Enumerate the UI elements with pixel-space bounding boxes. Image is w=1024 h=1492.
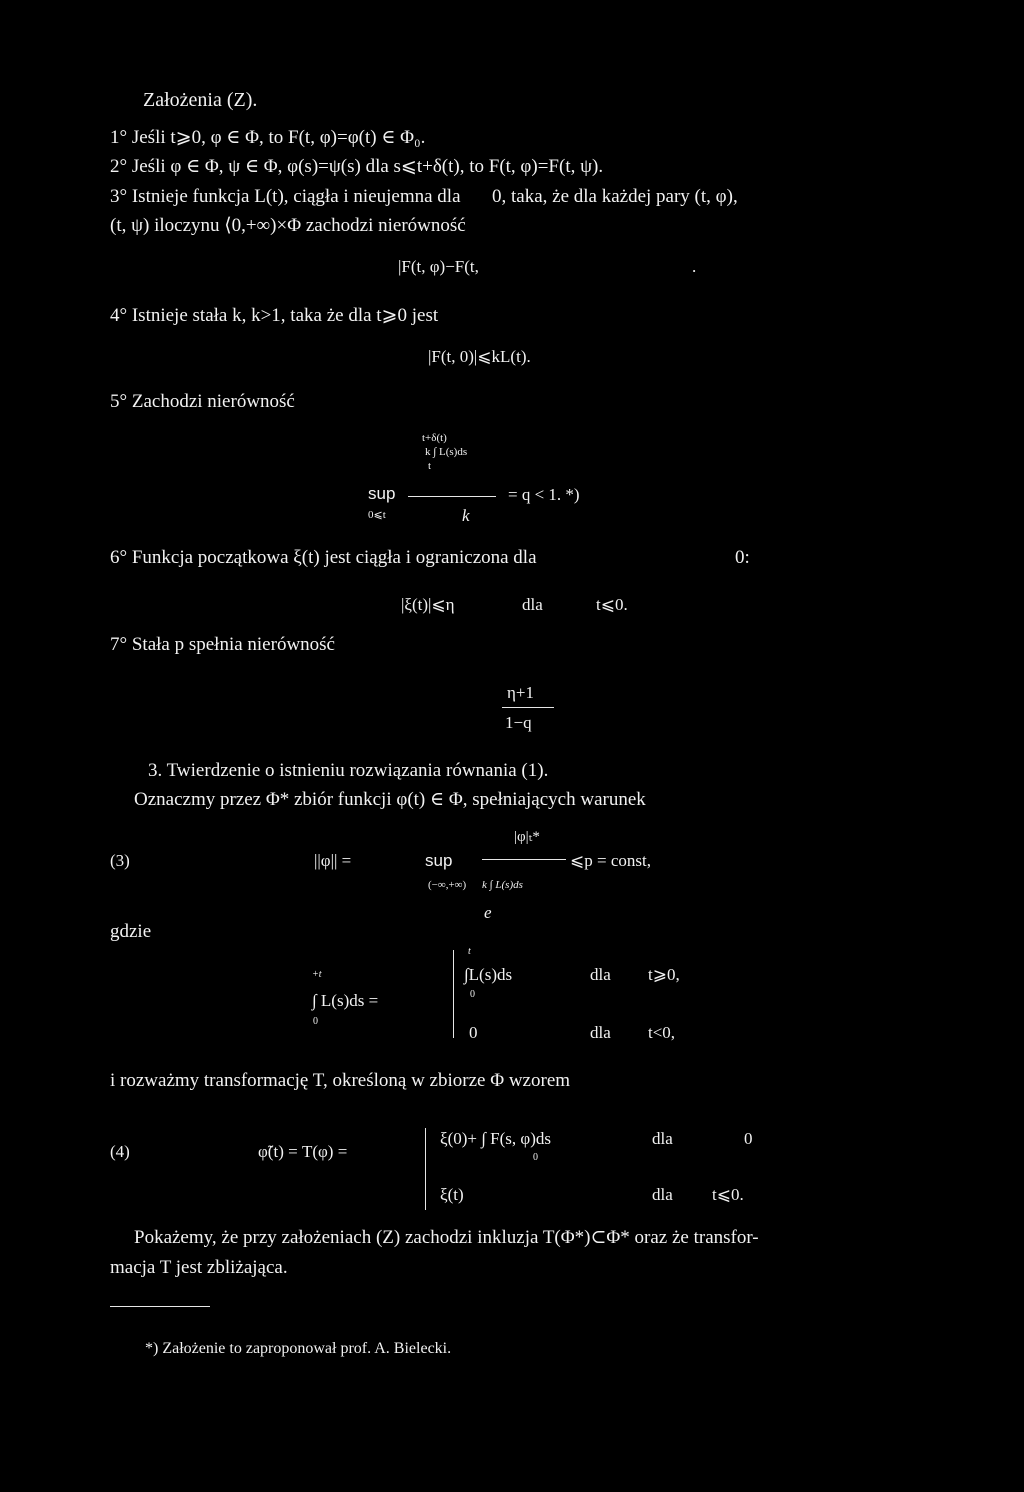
assumption-3-formula: |F(t, φ)−F(t, bbox=[398, 257, 479, 276]
assumption-5-sup: sup bbox=[368, 484, 396, 503]
assumption-6-condition: t⩽0. bbox=[596, 595, 628, 614]
assumption-7: 7° Stała p spełnia nierówność bbox=[110, 634, 335, 655]
assumption-6-left: 6° Funkcja początkowa ξ(t) jest ciągła i ograniczona dla bbox=[110, 547, 537, 568]
assumption-1: 1° Jeśli t⩾0, φ ∈ Φ, to F(t, φ)=φ(t) ∈ Φ₀. bbox=[110, 127, 426, 148]
equation-4-label: (4) bbox=[110, 1142, 130, 1161]
assumption-3-dot: . bbox=[692, 257, 697, 276]
integral-def-brace bbox=[453, 950, 461, 1038]
integral-def-case1-dla: dla bbox=[590, 965, 611, 984]
assumption-5-lower-limit: t bbox=[428, 460, 432, 472]
equation-3-sup: sup bbox=[425, 851, 453, 870]
transformation-intro: i rozważmy transformację T, określoną w zbiorze Φ wzorem bbox=[110, 1070, 571, 1091]
integral-def-upper-limit: +t bbox=[312, 969, 322, 980]
integral-def-case2: 0 bbox=[469, 1023, 478, 1042]
integral-def-case2-dla: dla bbox=[590, 1023, 611, 1042]
assumption-5-denominator: k bbox=[462, 506, 470, 525]
assumption-4-formula: |F(t, 0)|⩽kL(t). bbox=[428, 347, 531, 366]
equation-4-case1: ξ(0)+ ∫ F(s, φ)ds bbox=[440, 1129, 551, 1148]
equation-4-case1-dla: dla bbox=[652, 1129, 673, 1148]
assumption-7-denominator: 1−q bbox=[505, 713, 532, 732]
integral-def-lhs: ∫ L(s)ds = bbox=[312, 991, 379, 1010]
equation-4-case2-dla: dla bbox=[652, 1185, 673, 1204]
integral-def-case1-condition: t⩾0, bbox=[648, 965, 680, 984]
equation-4-case1-condition: 0 bbox=[744, 1129, 753, 1148]
footnote-separator bbox=[110, 1306, 210, 1307]
equation-3-norm: ||φ|| = bbox=[314, 851, 352, 870]
equation-4-case1-lower: 0 bbox=[533, 1152, 538, 1163]
integral-def-case1-lower: 0 bbox=[470, 989, 475, 1000]
equation-3-numerator: |φ|ₜ* bbox=[514, 829, 540, 845]
gdzie-label: gdzie bbox=[110, 921, 152, 942]
section-3-title: 3. Twierdzenie o istnieniu rozwiązania równania (1). bbox=[148, 760, 549, 781]
assumption-6-formula: |ξ(t)|⩽η bbox=[401, 595, 455, 614]
assumption-2: 2° Jeśli φ ∈ Φ, ψ ∈ Φ, φ(s)=ψ(s) dla s⩽t+δ(t), to F(t, φ)=F(t, ψ). bbox=[110, 156, 604, 177]
assumption-7-numerator: η+1 bbox=[507, 683, 534, 702]
equation-3-e: e bbox=[484, 903, 492, 922]
assumption-5-numerator: k ∫ L(s)ds bbox=[425, 446, 468, 458]
integral-def-case1-upper: t bbox=[468, 946, 471, 957]
assumption-6-dla: dla bbox=[522, 595, 543, 614]
integral-def-case2-condition: t<0, bbox=[648, 1023, 676, 1042]
equation-3-fraction-bar bbox=[482, 859, 566, 860]
equation-4-brace bbox=[425, 1128, 433, 1210]
assumption-6-right: 0: bbox=[735, 547, 750, 568]
assumption-5-fraction-bar bbox=[408, 496, 496, 497]
integral-def-lower-limit: 0 bbox=[313, 1016, 318, 1027]
equation-3-rhs: ⩽p = const, bbox=[570, 851, 651, 870]
assumption-5-rhs: = q < 1. *) bbox=[508, 485, 580, 504]
assumption-7-fraction-bar bbox=[502, 707, 554, 708]
assumption-3-line2: (t, ψ) iloczynu ⟨0,+∞)×Φ zachodzi nierówność bbox=[110, 215, 466, 236]
assumption-3-line1-right: 0, taka, że dla każdej pary (t, φ), bbox=[492, 186, 738, 207]
integral-def-case1: ∫L(s)ds bbox=[464, 965, 513, 984]
assumption-5: 5° Zachodzi nierówność bbox=[110, 391, 295, 412]
equation-4-case2-condition: t⩽0. bbox=[712, 1185, 744, 1204]
section-3-intro: Oznaczmy przez Φ* zbiór funkcji φ(t) ∈ Φ, spełniających warunek bbox=[134, 789, 646, 810]
equation-4-lhs: φ̃(t) = T(φ) = bbox=[258, 1142, 348, 1161]
conclusion-line-1: Pokażemy, że przy założeniach (Z) zachodzi inkluzja T(Φ*)⊂Φ* oraz że transfor- bbox=[134, 1227, 759, 1248]
assumption-5-sup-subscript: 0⩽t bbox=[368, 509, 386, 521]
equation-3-denominator: k ∫ L(s)ds bbox=[482, 879, 523, 891]
footnote: *) Założenie to zaproponował prof. A. Bielecki. bbox=[145, 1340, 452, 1357]
assumption-4: 4° Istnieje stała k, k>1, taka że dla t⩾0 jest bbox=[110, 305, 439, 326]
equation-4-case2: ξ(t) bbox=[440, 1185, 464, 1204]
equation-3-sup-subscript: (−∞,+∞) bbox=[428, 879, 467, 891]
heading: Założenia (Z). bbox=[143, 89, 258, 111]
assumption-5-upper-limit: t+δ(t) bbox=[422, 432, 447, 444]
equation-3-label: (3) bbox=[110, 851, 130, 870]
conclusion-line-2: macja T jest zbliżająca. bbox=[110, 1257, 288, 1278]
assumption-3-line1-left: 3° Istnieje funkcja L(t), ciągła i nieujemna dla bbox=[110, 186, 461, 207]
